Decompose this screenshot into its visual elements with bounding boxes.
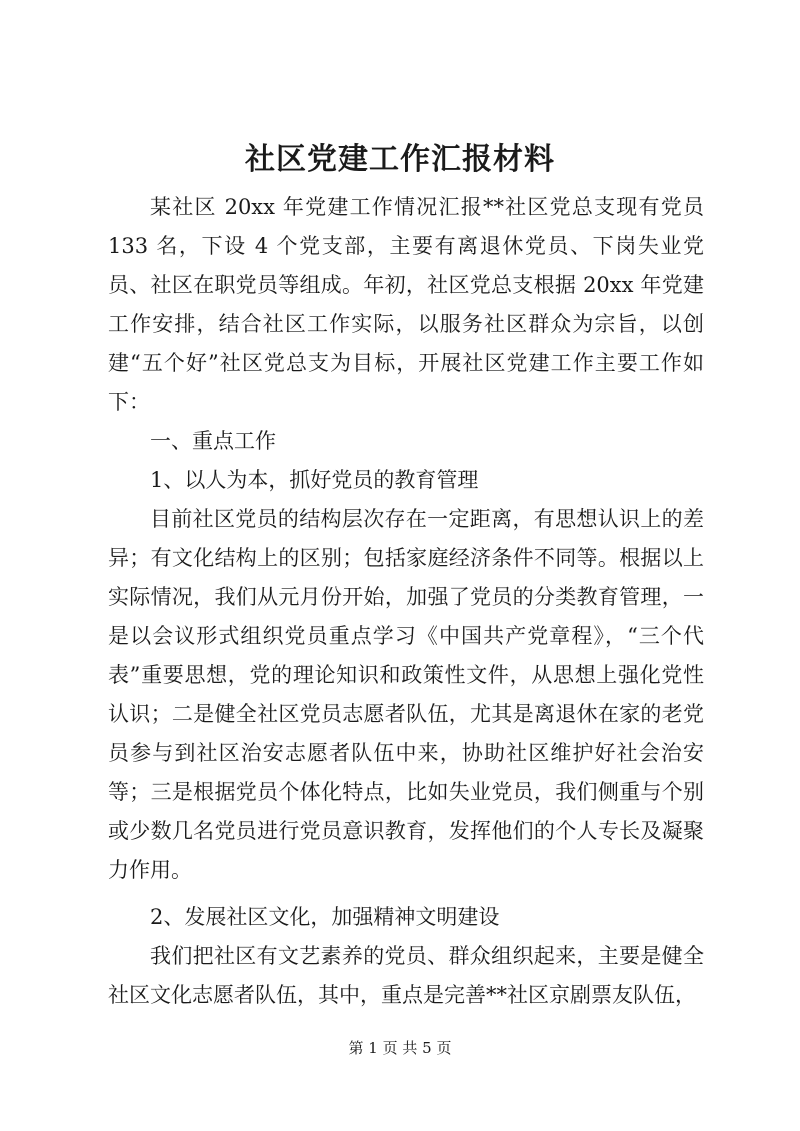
page-footer: 第 1 页 共 5 页 <box>348 1039 452 1057</box>
document-body <box>108 188 704 1015</box>
section-heading-key-work: 一、重点工作 <box>150 429 276 453</box>
subheading-community-culture: 2、发展社区文化，加强精神文明建设 <box>150 905 500 929</box>
paragraph-intro: 某社区 20xx 年党建工作情况汇报**社区党总支现有党员 133 名，下设 4 个党支部，主要有离退休党员、下岗失业党员、社区在职党员等组成。年初，社区党总支根据 20xx 年党建工作安排，结合社区工作实际，以服务社区群众为宗旨，以创建“五个好”社区党总支为目标，开展社区党建工作主要工作如下： <box>108 195 704 414</box>
paragraph-member-education: 目前社区党员的结构层次存在一定距离，有思想认识上的差异；有文化结构上的区别；包括家庭经济条件不同等。根据以上实际情况，我们从元月份开始，加强了党员的分类教育管理，一是以会议形式组织党员重点学习《中国共产党章程》，“三个代表”重要思想，党的理论知识和政策性文件，从思想上强化党性认识；二是健全社区党员志愿者队伍，尤其是离退休在家的老党员参与到社区治安志愿者队伍中来，协助社区维护好社会治安等；三是根据党员个体化特点，比如失业党员，我们侧重与个别或少数几名党员进行党员意识教育，发挥他们的个人专长及凝聚力作用。 <box>108 507 704 882</box>
paragraph-community-culture: 我们把社区有文艺素养的党员、群众组织起来，主要是健全社区文化志愿者队伍，其中，重点是完善**社区京剧票友队伍， <box>108 944 704 1007</box>
document-title: 社区党建工作汇报材料 <box>245 142 555 177</box>
subheading-party-member-education: 1、以人为本，抓好党员的教育管理 <box>150 468 479 492</box>
